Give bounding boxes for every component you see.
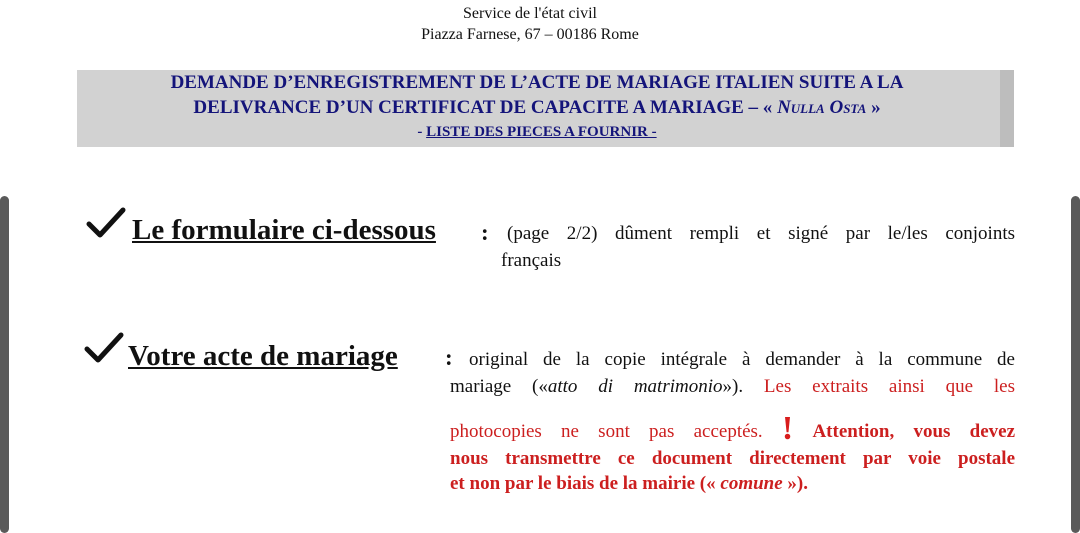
item-2-line-2-a: mariage (« bbox=[450, 376, 548, 397]
item-2-colon: : bbox=[445, 345, 453, 370]
item-1-text-line-1: (page 2/2) dûment rempli et signé par le/les conjoints bbox=[507, 223, 1015, 244]
item-1-text-line-2: français bbox=[501, 250, 562, 271]
item-2-comune: comune bbox=[720, 473, 783, 494]
title-line-2 bbox=[77, 97, 997, 119]
title-line-2-main: DELIVRANCE D’UN CERTIFICAT DE CAPACITE A MARIAGE – « bbox=[193, 97, 778, 118]
title-list-label: LISTE DES PIECES A FOURNIR - bbox=[426, 124, 657, 140]
item-2-text-line-5 bbox=[450, 473, 808, 495]
header-address: Piazza Farnese, 67 – 00186 Rome bbox=[421, 26, 639, 43]
item-2-atto: atto di matrimonio bbox=[547, 376, 723, 397]
title-nulla-osta: Nulla Osta bbox=[777, 97, 867, 118]
title-line-3 bbox=[77, 124, 997, 141]
right-edge-bar bbox=[1071, 196, 1080, 533]
item-2-heading: Votre acte de mariage bbox=[128, 340, 398, 372]
exclamation-icon: ! bbox=[781, 410, 794, 447]
item-2-line-5-a: et non par le biais de la mairie (« bbox=[450, 473, 721, 494]
item-2-photocopies-warning: photocopies ne sont pas acceptés. bbox=[450, 421, 763, 442]
title-box bbox=[77, 70, 1014, 147]
checkmark-icon bbox=[86, 207, 126, 239]
item-2-extracts-warning: Les extraits ainsi que les bbox=[763, 376, 1016, 397]
checkmark-icon bbox=[84, 332, 124, 364]
title-line-2-end: » bbox=[866, 97, 881, 118]
item-2-text-line-1: original de la copie intégrale à demander à la commune de bbox=[469, 349, 1015, 370]
title-line-3-prefix: - bbox=[417, 124, 427, 140]
left-edge-bar bbox=[0, 196, 9, 533]
item-1-colon: : bbox=[481, 220, 489, 245]
item-2-attention: Attention, vous devez bbox=[812, 421, 1016, 442]
item-2-text-line-2 bbox=[450, 376, 1015, 398]
item-2-line-5-b: »). bbox=[782, 473, 808, 494]
item-2-line-2-b: »). bbox=[722, 376, 744, 397]
item-1-heading: Le formulaire ci-dessous bbox=[132, 214, 436, 246]
header-office: Service de l'état civil bbox=[463, 5, 597, 22]
title-line-1: DEMANDE D’ENREGISTREMENT DE L’ACTE DE MARIAGE ITALIEN SUITE A LA bbox=[170, 72, 904, 93]
item-2-text-line-4: nous transmettre ce document directement par voie postale bbox=[450, 448, 1015, 469]
item-2-text-line-3 bbox=[450, 410, 1016, 447]
